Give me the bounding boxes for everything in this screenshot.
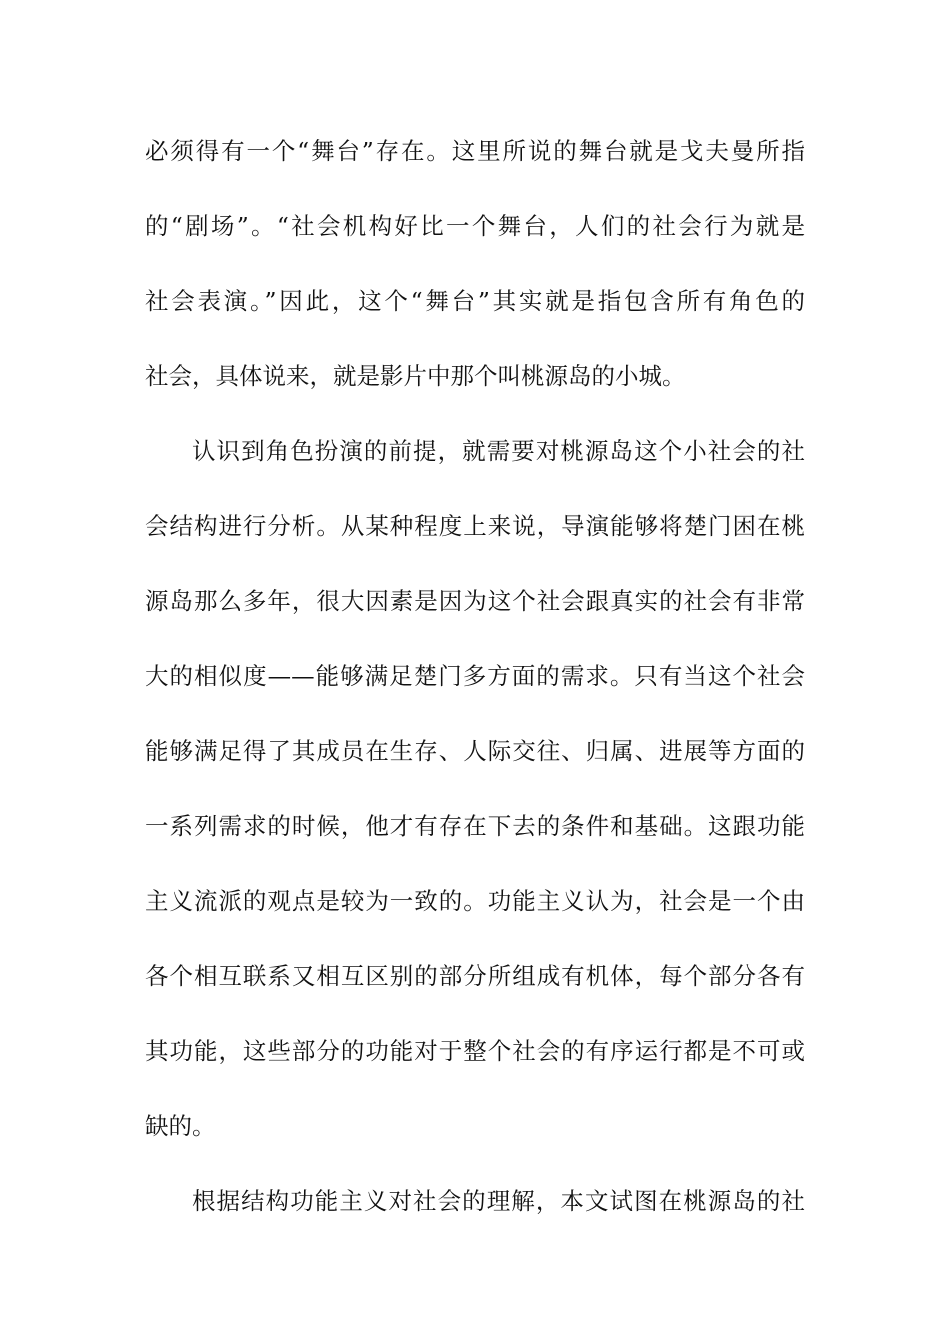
text-line: 缺的。: [145, 1112, 216, 1140]
paragraph-first-line: 根据结构功能主义对社会的理解，本文试图在桃源岛的社: [192, 1187, 805, 1215]
text-line: 会结构进行分析。从某种程度上来说，导演能够将楚门困在桃: [145, 512, 805, 540]
text-line: 大的相似度——能够满足楚门多方面的需求。只有当这个社会: [145, 662, 805, 690]
text-line: 一系列需求的时候，他才有存在下去的条件和基础。这跟功能: [145, 812, 805, 840]
paragraph-first-line: 认识到角色扮演的前提，就需要对桃源岛这个小社会的社: [192, 437, 805, 465]
text-line: 的“剧场”。“社会机构好比一个舞台，人们的社会行为就是: [145, 212, 805, 240]
text-line: 源岛那么多年，很大因素是因为这个社会跟真实的社会有非常: [145, 587, 805, 615]
text-line: 各个相互联系又相互区别的部分所组成有机体，每个部分各有: [145, 962, 805, 990]
text-line: 社会表演。”因此，这个“舞台”其实就是指包含所有角色的: [145, 287, 805, 315]
text-line: 社会，具体说来，就是影片中那个叫桃源岛的小城。: [145, 362, 686, 390]
text-line: 必须得有一个“舞台”存在。这里所说的舞台就是戈夫曼所指: [145, 137, 805, 165]
text-line: 其功能，这些部分的功能对于整个社会的有序运行都是不可或: [145, 1037, 805, 1065]
text-line: 主义流派的观点是较为一致的。功能主义认为，社会是一个由: [145, 887, 805, 915]
text-line: 能够满足得了其成员在生存、人际交往、归属、进展等方面的: [145, 737, 805, 765]
